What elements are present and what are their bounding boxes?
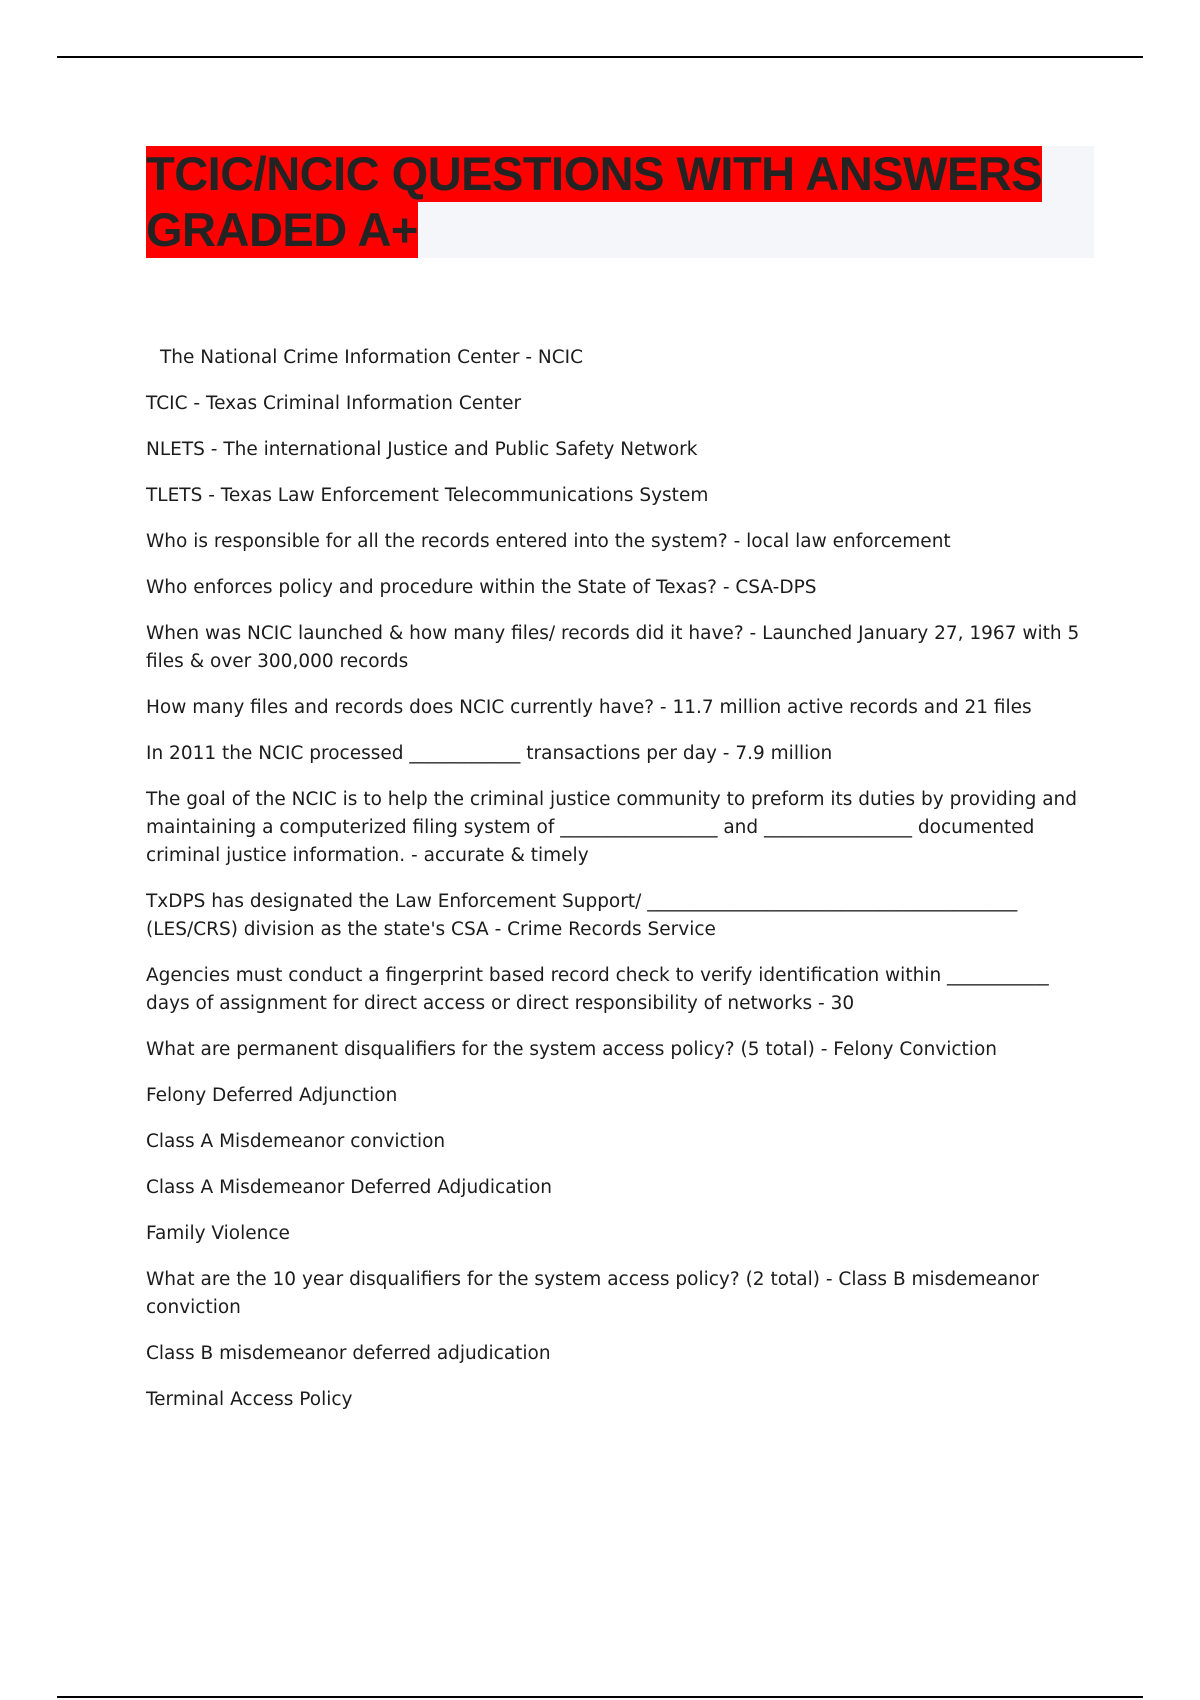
paragraph: Felony Deferred Adjunction [146,1085,398,1106]
paragraph: TxDPS has designated the Law Enforcement Support/ ________________________________________ (LES/CRS) division as the state's CSA - Crime Records Service [146,891,1024,940]
document-title [146,146,1094,258]
bottom-rule [57,1696,1143,1698]
paragraph: Class A Misdemeanor conviction [146,1131,446,1152]
paragraph: Terminal Access Policy [146,1389,353,1410]
paragraph: What are permanent disqualifiers for the system access policy? (5 total) - Felony Conviction [146,1039,997,1060]
paragraph: When was NCIC launched & how many files/ records did it have? - Launched January 27, 1967 with 5 files & over 300,000 records [146,623,1086,672]
document-body [146,344,1096,1432]
title-line-2: GRADED A+ [146,203,418,256]
paragraph: What are the 10 year disqualifiers for the system access policy? (2 total) - Class B misdemeanor conviction [146,1269,1045,1318]
paragraph: Family Violence [146,1223,290,1244]
paragraph: NLETS - The international Justice and Public Safety Network [146,439,698,460]
paragraph: Who enforces policy and procedure within the State of Texas? - CSA-DPS [146,577,817,598]
paragraph: The goal of the NCIC is to help the criminal justice community to preform its duties by providing and maintaining a computerized filing system of _________________ and ________________ documented criminal justice information. - accurate & timely [146,789,1083,866]
paragraph: Who is responsible for all the records entered into the system? - local law enforcement [146,531,951,552]
paragraph: How many files and records does NCIC currently have? - 11.7 million active records and 21 files [146,697,1032,718]
paragraph: Agencies must conduct a fingerprint based record check to verify identification within ___________ days of assignment for direct access or direct responsibility of networks - 30 [146,965,1055,1014]
paragraph: Class B misdemeanor deferred adjudication [146,1343,551,1364]
paragraph: Class A Misdemeanor Deferred Adjudication [146,1177,552,1198]
top-rule [57,56,1143,58]
paragraph: The National Crime Information Center - NCIC [160,347,584,368]
paragraph: TCIC - Texas Criminal Information Center [146,393,522,414]
paragraph: TLETS - Texas Law Enforcement Telecommunications System [146,485,709,506]
paragraph: In 2011 the NCIC processed ____________ transactions per day - 7.9 million [146,743,833,764]
title-line-1: TCIC/NCIC QUESTIONS WITH ANSWERS [146,147,1043,200]
